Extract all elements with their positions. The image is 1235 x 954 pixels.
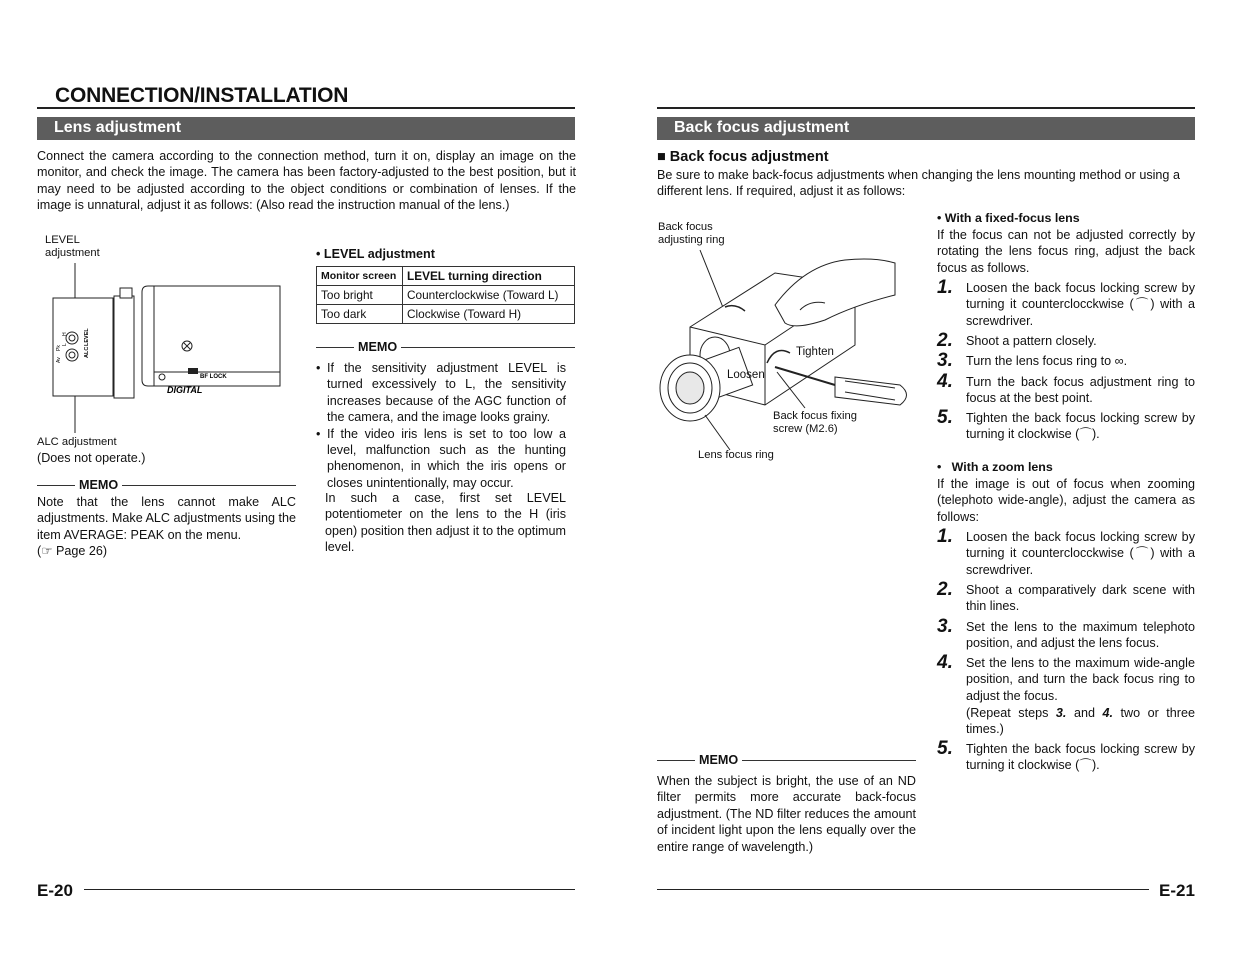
back-focus-subheading: ■ Back focus adjustment [657, 149, 829, 165]
lens-focus-ring-label: Lens focus ring [698, 449, 774, 461]
svg-text:ALC: ALC [84, 346, 90, 358]
page-number: E-20 [37, 881, 73, 900]
back-focus-ring-label: Back focus adjusting ring [658, 221, 725, 246]
svg-text:L: L [62, 343, 68, 346]
section-heading-back-focus: Back focus adjustment [657, 117, 1195, 140]
zoom-lens-intro: If the image is out of focus when zooming (telephoto wide-angle), adjust the camera as follows: [937, 477, 1195, 524]
section-heading-lens-adjustment: Lens adjustment [37, 117, 575, 140]
footer-rule [84, 889, 575, 890]
fixed-step-5: 5. Tighten the back focus locking screw by turning it clockwise (⌒). [937, 407, 1195, 442]
memo-heading: MEMO [657, 753, 916, 767]
level-adjustment-heading: • LEVEL adjustment [316, 247, 435, 261]
svg-text:Pk: Pk [56, 345, 62, 351]
alc-does-not-operate-note: (Does not operate.) [37, 451, 146, 465]
level-memo-continuation: In such a case, first set LEVEL potentiometer on the lens to the H (iris open) position then adjust it to the optimum level. [325, 491, 566, 555]
zoom-step-2: 2. Shoot a comparatively dark scene with thin lines. [937, 579, 1195, 614]
fixed-focus-intro: If the focus can not be adjusted correctly by rotating the lens focus ring, adjust the back focus as follows. [937, 228, 1195, 275]
page-number: E-21 [1159, 881, 1195, 900]
fixed-focus-heading: • With a fixed-focus lens [937, 211, 1080, 225]
fixed-step-3: 3. Turn the lens focus ring to ∞. [937, 350, 1128, 371]
zoom-step-4: 4. Set the lens to the maximum wide-angle position, and turn the back focus ring to adjust the focus. [937, 652, 1195, 703]
fixed-step-2: 2. Shoot a pattern closely. [937, 330, 1097, 351]
lens-adjustment-intro: Connect the camera according to the connection method, turn it on, display an image on the monitor, and check the image. The camera has been factory-adjusted to the best position, but it may need to be adjusted according to the object conditions or combination of lenses. If the image is unnatural, adjust it as follows: (Also read the instruction manual of the lens.) [37, 149, 576, 213]
level-memo-list [316, 360, 566, 491]
memo-heading: MEMO [37, 478, 296, 492]
page-reference: (☞ Page 26) [37, 544, 108, 558]
zoom-step-3: 3. Set the lens to the maximum telephoto position, and adjust the lens focus. [937, 616, 1195, 651]
camera-side-figure [36, 258, 286, 438]
level-table [316, 266, 575, 324]
table-row: Too dark Clockwise (Toward H) [317, 305, 575, 324]
table-row: Too bright Counterclockwise (Toward L) [317, 286, 575, 305]
zoom-step-5: 5. Tighten the back focus locking screw by turning it clockwise (⌒). [937, 738, 1195, 773]
footer-rule [657, 889, 1149, 890]
list-item: • If the video iris lens is set to too low a level, malfunction such as the hunting phenomenon, in which the iris opens or closes unintentionally, may occur. [316, 426, 566, 492]
zoom-lens-heading: • With a zoom lens [937, 460, 1053, 474]
zoom-step-1: 1. Loosen the back focus locking screw by turning it counterclocckwise (⌒) with a screwdriver. [937, 526, 1195, 577]
fixed-step-4: 4. Turn the back focus adjustment ring to focus at the best point. [937, 371, 1195, 406]
table-header: Monitor screen [317, 267, 403, 286]
svg-text:H: H [62, 332, 68, 336]
svg-text:LEVEL: LEVEL [84, 328, 90, 346]
svg-text:BF LOCK: BF LOCK [200, 374, 227, 380]
memo-heading: MEMO [316, 340, 575, 354]
repeat-steps-note: (Repeat steps 3. and 4. two or three times.) [966, 706, 1196, 737]
table-header: LEVEL turning direction [403, 267, 575, 286]
page-title: CONNECTION/INSTALLATION [55, 84, 349, 107]
list-item: • If the sensitivity adjustment LEVEL is turned excessively to L, the sensitivity increases because of the AGC function of the camera, and the image looks grainy. [316, 360, 566, 426]
svg-text:DIGITAL: DIGITAL [167, 385, 203, 395]
tighten-label: Tighten [796, 346, 834, 358]
alc-memo-text: Note that the lens cannot make ALC adjustments. Make ALC adjustments using the item AVERAGE: PEAK on the menu. [37, 495, 297, 542]
alc-adjustment-label: ALC adjustment [37, 436, 117, 448]
nd-filter-memo-text: When the subject is bright, the use of an ND filter permits more accurate back-focus adjustment. (The ND filter reduces the amount of incident light upon the lens equally over the entire range of wavelength.) [657, 774, 916, 854]
title-rule [37, 107, 575, 109]
fixed-step-1: 1. Loosen the back focus locking screw by turning it counterclocckwise (⌒) with a screwdriver. [937, 277, 1195, 328]
loosen-label: Loosen [727, 369, 765, 381]
back-focus-screw-label: Back focus fixing screw (M2.6) [773, 410, 857, 435]
level-adjustment-label: LEVEL adjustment [45, 234, 100, 259]
svg-text:Av: Av [56, 357, 62, 363]
back-focus-intro: Be sure to make back-focus adjustments when changing the lens mounting method or using a different lens. If required, adjust it as follows: [657, 168, 1180, 199]
title-rule [657, 107, 1195, 109]
